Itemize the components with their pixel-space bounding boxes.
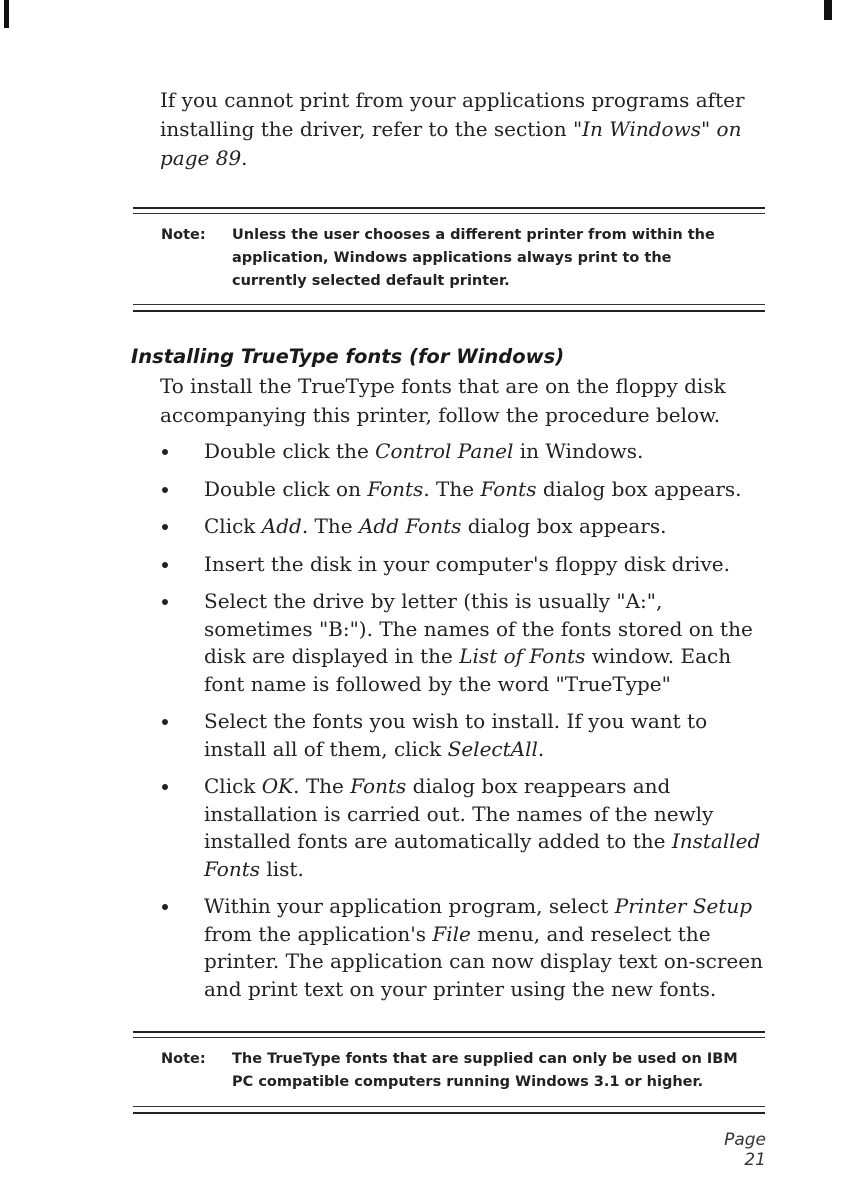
note1-top-rule [133, 207, 765, 209]
note1-bottom-rule [133, 310, 765, 312]
note1-bottom-rule-thin [133, 304, 765, 305]
note-box-1 [161, 224, 761, 293]
note-text: The TrueType fonts that are supplied can only be used on IBM PC compatible computers running Windows 3.1 or higher. [232, 1051, 738, 1090]
list-item: Insert the disk in your computer's floppy disk drive. [160, 551, 770, 579]
bullet-icon [162, 784, 168, 790]
note-label: Note: [161, 227, 206, 243]
bullet-icon [162, 904, 168, 910]
bullet-icon [162, 449, 168, 455]
note-label: Note: [161, 1051, 206, 1067]
scan-margin-mark [4, 0, 9, 28]
bullet-icon [162, 562, 168, 568]
list-item: Double click the Control Panel in Windows. [160, 438, 770, 466]
intro-paragraph [160, 86, 760, 173]
list-item: Double click on Fonts. The Fonts dialog box appears. [160, 476, 770, 504]
intro-reference: "In Windows" on page 89 [160, 117, 742, 170]
note-text: Unless the user chooses a different printer from within the application, Windows applications always print to the currently selected default printer. [232, 227, 715, 289]
intro-end: . [241, 146, 248, 170]
scan-corner-mark [824, 0, 832, 20]
section-intro: To install the TrueType fonts that are on the floppy disk accompanying this printer, follow the procedure below. [160, 374, 726, 427]
list-item: Select the fonts you wish to install. If you want to install all of them, click SelectAll. [160, 708, 770, 763]
bullet-icon [162, 487, 168, 493]
list-item: Click Add. The Add Fonts dialog box appears. [160, 513, 770, 541]
page-number: Page 21 [724, 1130, 766, 1170]
procedure-list [160, 438, 770, 1013]
bullet-icon [162, 719, 168, 725]
note-box-2 [161, 1048, 761, 1094]
section-heading: Installing TrueType fonts (for Windows) [131, 345, 565, 368]
note1-top-rule-thin [133, 213, 765, 214]
list-item: Select the drive by letter (this is usually "A:", sometimes "B:"). The names of the fonts stored on the disk are displayed in the List of Fonts window. Each font name is followed by the word "TrueType" [160, 588, 770, 698]
note2-top-rule [133, 1031, 765, 1033]
bullet-icon [162, 599, 168, 605]
list-item: Click OK. The Fonts dialog box reappears and installation is carried out. The names of the newly installed fonts are automatically added to the Installed Fonts list. [160, 773, 770, 883]
bullet-icon [162, 524, 168, 530]
intro-text: If you cannot print from your applications programs after installing the driver, refer to the section [160, 88, 745, 141]
note2-top-rule-thin [133, 1037, 765, 1038]
list-item: Within your application program, select Printer Setup from the application's File menu, and reselect the printer. The application can now display text on-screen and print text on your printer using the new fonts. [160, 893, 770, 1003]
note2-bottom-rule [133, 1112, 765, 1114]
note2-bottom-rule-thin [133, 1106, 765, 1107]
